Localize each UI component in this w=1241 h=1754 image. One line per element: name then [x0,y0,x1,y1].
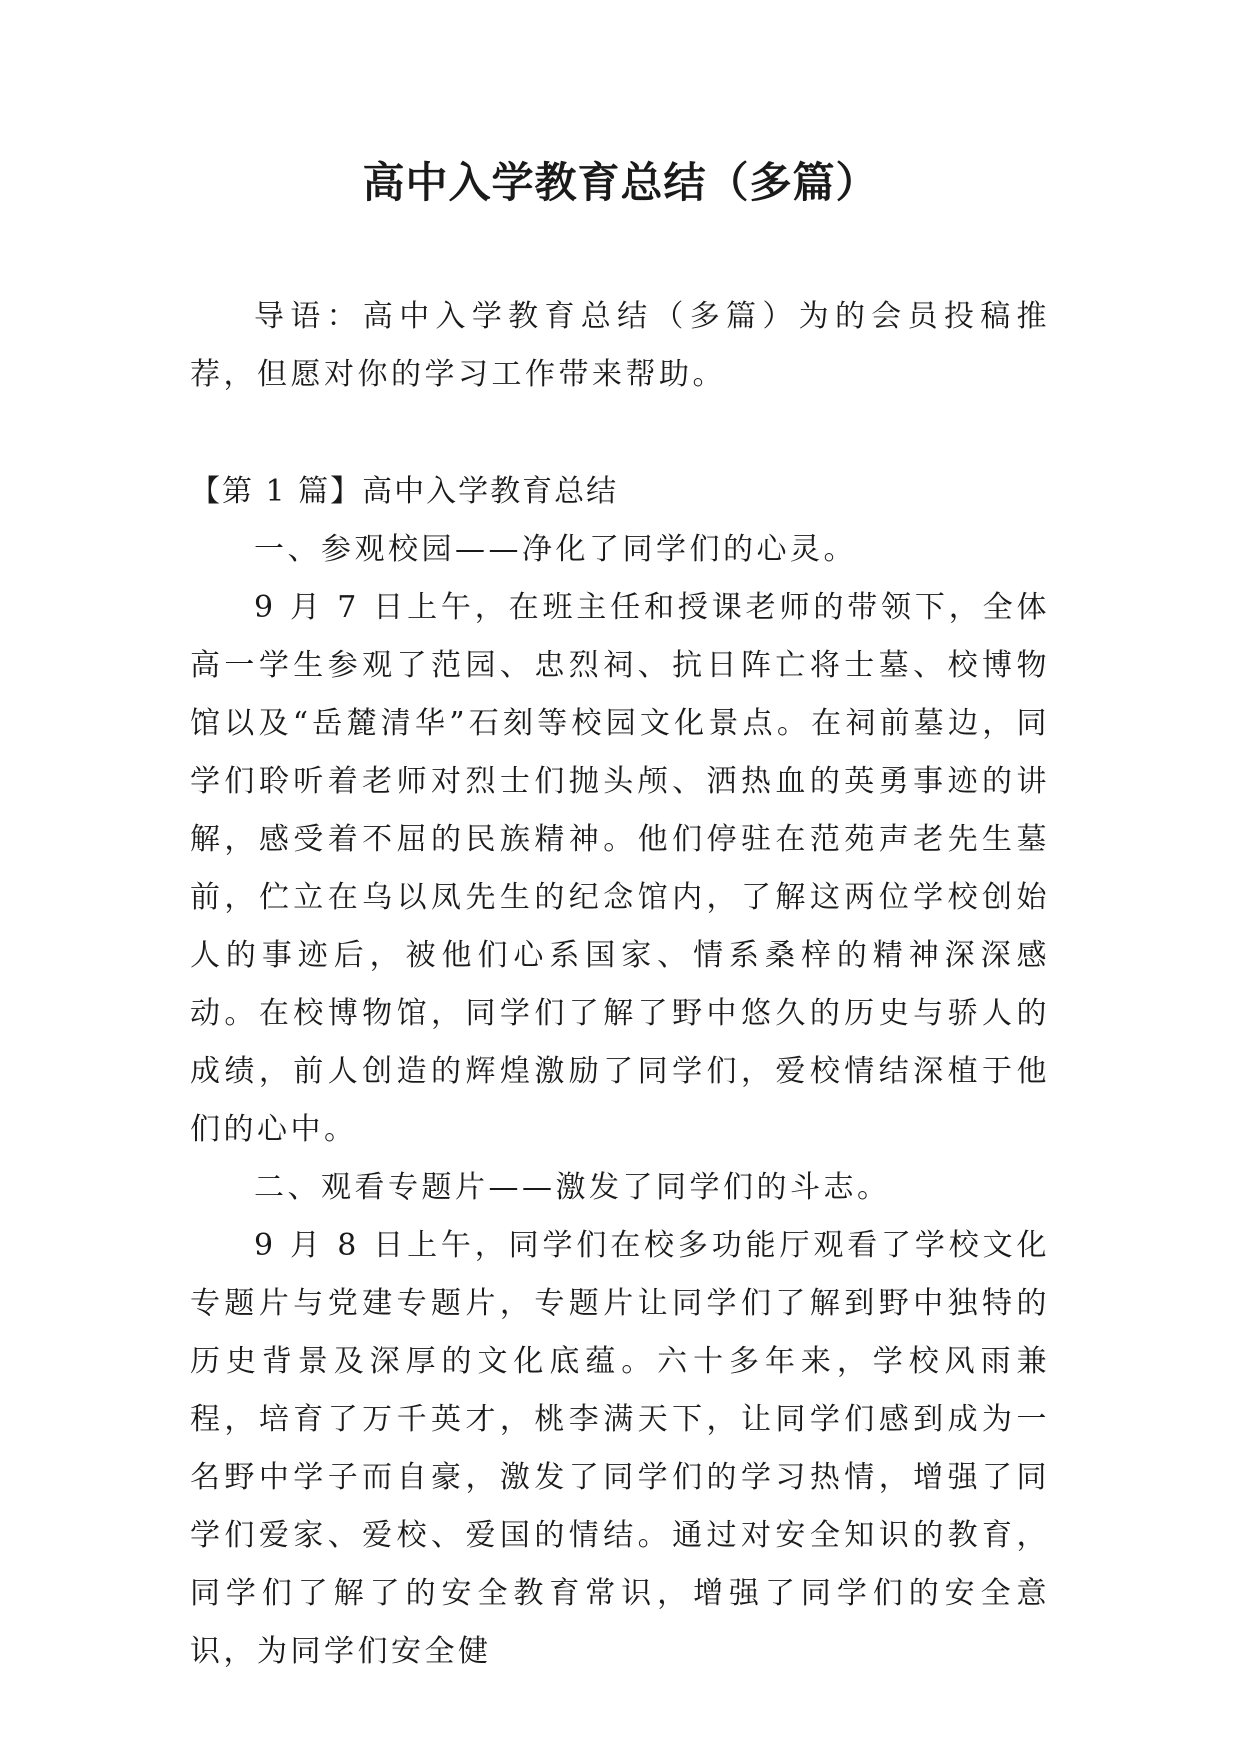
article-body [190,463,1050,1681]
intro-paragraph: 导语：高中入学教育总结（多篇）为的会员投稿推荐，但愿对你的学习工作带来帮助。 [190,299,1050,392]
section-heading-2: 二、观看专题片——激发了同学们的斗志。 [254,1170,891,1205]
paragraph-2: 9 月 8 日上午，同学们在校多功能厅观看了学校文化专题片与党建专题片，专题片让同学们了解到野中独特的历史背景及深厚的文化底蕴。六十多年来，学校风雨兼程，培育了万千英才，桃李满天下，让同学们感到成为一名野中学子而自豪，激发了同学们的学习热情，增强了同学们爱家、爱校、爱国的情结。通过对安全知识的教育，同学们了解了的安全教育常识，增强了同学们的安全意识，为同学们安全健 [190,1228,1050,1669]
article-heading: 【第 1 篇】高中入学教育总结 [190,474,619,509]
paragraph-1: 9 月 7 日上午，在班主任和授课老师的带领下，全体高一学生参观了范园、忠烈祠、抗日阵亡将士墓、校博物馆以及“岳麓清华”石刻等校园文化景点。在祠前墓边，同学们聆听着老师对烈士们抛头颅、洒热血的英勇事迹的讲解，感受着不屈的民族精神。他们停驻在范苑声老先生墓前，伫立在乌以凤先生的纪念馆内，了解这两位学校创始人的事迹后，被他们心系国家、情系桑梓的精神深深感动。在校博物馆，同学们了解了野中悠久的历史与骄人的成绩，前人创造的辉煌激励了同学们，爱校情结深植于他们的心中。 [190,590,1050,1147]
section-heading-1: 一、参观校园——净化了同学们的心灵。 [254,532,857,567]
intro-block [190,288,1050,404]
document-title: 高中入学教育总结（多篇） [362,158,879,207]
